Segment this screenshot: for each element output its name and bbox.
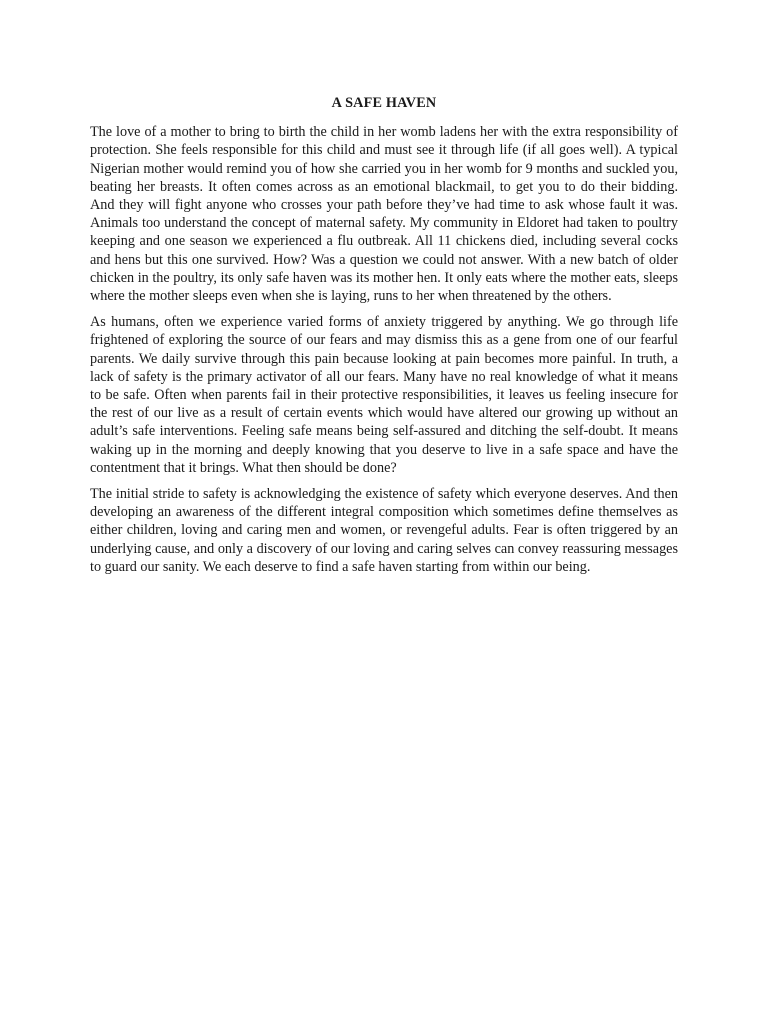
- document-title: A SAFE HAVEN: [331, 95, 437, 111]
- paragraph-2: As humans, often we experience varied forms of anxiety triggered by anything. We go through life frightened of exploring the source of our fears and may dismiss this as a gene from one of our fearful parents. We daily survive through this pain because looking at pain becomes more painful. In truth, a lack of safety is the primary activator of all our fears. Many have no real knowledge of what it means to be safe. Often when parents fail in their protective responsibilities, it leaves us feeling insecure for the rest of our live as a result of certain events which would have altered our growing up without an adult’s safe interventions. Feeling safe means being self-assured and ditching the self-doubt. It means waking up in the morning and deeply knowing that you deserve to live in a safe space and have the contentment that it brings. What then should be done?: [90, 314, 678, 476]
- paragraph-3: The initial stride to safety is acknowledging the existence of safety which everyone deserves. And then developing an awareness of the different integral composition which sometimes define themselves as either children, loving and caring men and women, or revengeful adults. Fear is often triggered by an underlying cause, and only a discovery of our loving and caring selves can convey reassuring messages to guard our sanity. We each deserve to find a safe haven starting from within our being.: [90, 486, 678, 575]
- paragraph-1: The love of a mother to bring to birth the child in her womb ladens her with the extra responsibility of protection. She feels responsible for this child and must see it through life (if all goes well). A typical Nigerian mother would remind you of how she carried you in her womb for 9 months and suckled you, beating her breasts. It often comes across as an emotional blackmail, to get you to do their bidding. And they will fight anyone who crosses your path before they’ve had time to ask whose fault it was. Animals too understand the concept of maternal safety. My community in Eldoret had taken to poultry keeping and one season we experienced a flu outbreak. All 11 chickens died, including several cocks and hens but this one survived. How? Was a question we could not answer. With a new batch of older chicken in the poultry, its only safe haven was its mother hen. It only eats where the mother eats, sleeps where the mother sleeps even when she is laying, runs to her when threatened by the others.: [90, 124, 678, 305]
- document-body: [90, 94, 678, 584]
